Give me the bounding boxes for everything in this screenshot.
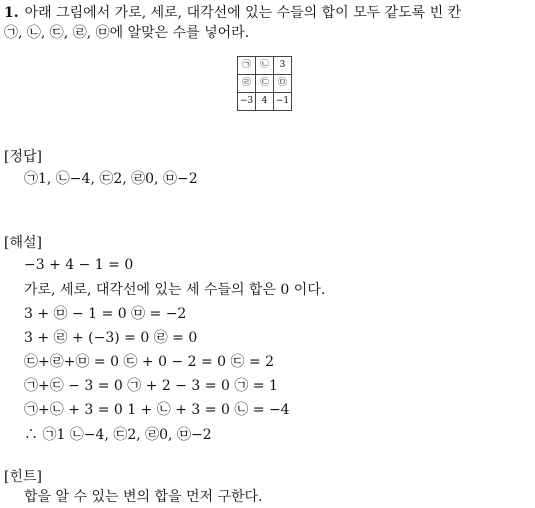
hint-header: [힌트] (4, 469, 42, 485)
answer-text: ㉠1, ㉡−4, ㉢2, ㉣0, ㉤−2 (24, 171, 198, 187)
grid-cell: 4 (256, 93, 274, 111)
solution-line: ㉠+㉢ − 3 = 0 ㉠ + 2 − 3 = 0 ㉠ = 1 (24, 378, 278, 394)
answer-header: [정답] (4, 149, 42, 165)
solution-line: ㉢+㉣+㉤ = 0 ㉢ + 0 − 2 = 0 ㉢ = 2 (24, 354, 275, 370)
grid-cell: ㉤ (274, 75, 292, 93)
grid-cell: ㉠ (238, 57, 256, 75)
hint-text: 합을 알 수 있는 변의 합을 먼저 구한다. (24, 489, 263, 505)
solution-line: −3 + 4 − 1 = 0 (24, 257, 134, 273)
question-text-2: ㉠, ㉡, ㉢, ㉣, ㉤에 알맞은 수를 넣어라. (4, 25, 250, 41)
question-number: 1. (4, 5, 19, 21)
grid-row (238, 93, 292, 111)
question-text-1: 아래 그림에서 가로, 세로, 대각선에 있는 수들의 합이 모두 같도록 빈 칸 (24, 5, 462, 21)
grid-row (238, 75, 292, 93)
solution-line: ㉠+㉡ + 3 = 0 1 + ㉡ + 3 = 0 ㉡ = −4 (24, 402, 290, 418)
grid-cell: ㉢ (256, 75, 274, 93)
grid-cell: ㉡ (256, 57, 274, 75)
magic-square-grid (237, 56, 292, 111)
grid-cell: 3 (274, 57, 292, 75)
grid-cell: ㉣ (238, 75, 256, 93)
question-line-1 (4, 4, 461, 22)
solution-line: 가로, 세로, 대각선에 있는 세 수들의 합은 0 이다. (24, 282, 326, 298)
solution-line: 3 + ㉣ + (−3) = 0 ㉣ = 0 (24, 330, 198, 346)
grid-cell: −1 (274, 93, 292, 111)
grid-row (238, 57, 292, 75)
grid-cell: −3 (238, 93, 256, 111)
solution-line: 3 + ㉤ − 1 = 0 ㉤ = −2 (24, 306, 187, 322)
solution-header: [해설] (4, 235, 42, 251)
solution-line: ∴ ㉠1 ㉡−4, ㉢2, ㉣0, ㉤−2 (24, 427, 212, 443)
